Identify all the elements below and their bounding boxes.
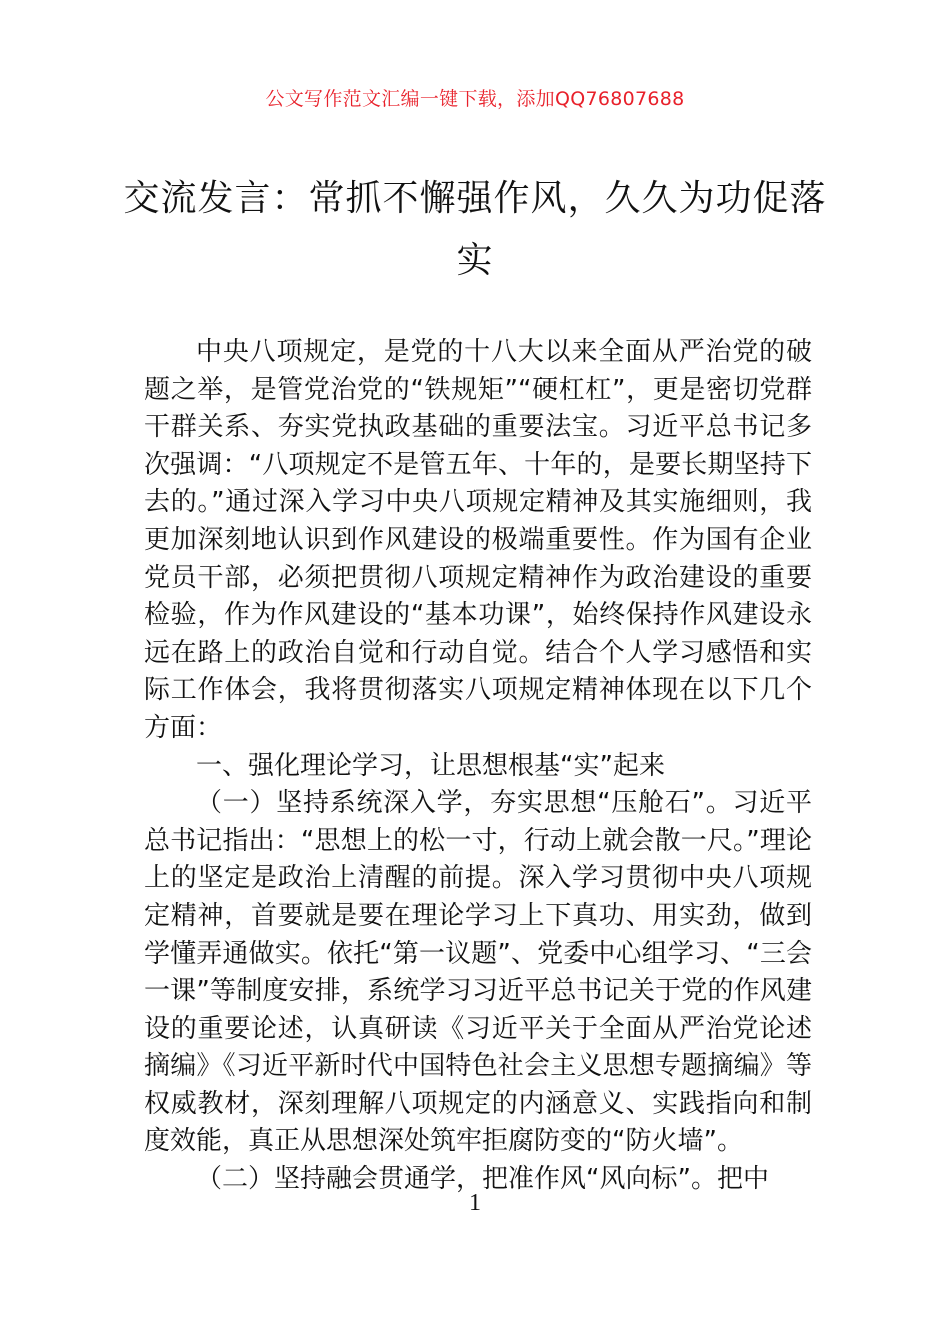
page-number: 1 (469, 1190, 481, 1216)
document-body (144, 334, 812, 1199)
subsection-paragraph: （一）坚持系统深入学，夯实思想“压舱石”。习近平总书记指出：“思想上的松一寸，行动上就会散一尺。”理论上的坚定是政治上清醒的前提。深入学习贯彻中央八项规定精神，首要就是要在理论学习上下真功、用实劲，做到学懂弄通做实。依托“第一议题”、党委中心组学习、“三会一课”等制度安排，系统学习习近平总书记关于党的作风建设的重要论述，认真研读《习近平关于全面从严治党论述摘编》《习近平新时代中国特色社会主义思想专题摘编》等权威教材，深刻理解八项规定的内涵意义、实践指向和制度效能，真正从思想深处筑牢拒腐防变的“防火墙”。 (144, 788, 812, 1157)
intro-paragraph: 中央八项规定，是党的十八大以来全面从严治党的破题之举，是管党治党的“铁规矩”“硬杠杠”，更是密切党群干群关系、夯实党执政基础的重要法宝。习近平总书记多次强调：“八项规定不是管五年、十年的，是要长期坚持下去的。”通过深入学习中央八项规定精神及其实施细则，我更加深刻地认识到作风建设的极端重要性。作为国有企业党员干部，必须把贯彻八项规定精神作为政治建设的重要检验，作为作风建设的“基本功课”，始终保持作风建设永远在路上的政治自觉和行动自觉。结合个人学习感悟和实际工作体会，我将贯彻落实八项规定精神体现在以下几个方面： (144, 337, 812, 743)
document-title: 交流发言：常抓不懈强作风，久久为功促落实 (123, 178, 827, 281)
section-heading: 一、强化理论学习，让思想根基“实”起来 (196, 750, 665, 781)
subsection-paragraph: （二）坚持融会贯通学，把准作风“风向标”。把中 (196, 1164, 769, 1195)
header-note: 公文写作范文汇编一键下载，添加QQ76807688 (265, 88, 685, 110)
